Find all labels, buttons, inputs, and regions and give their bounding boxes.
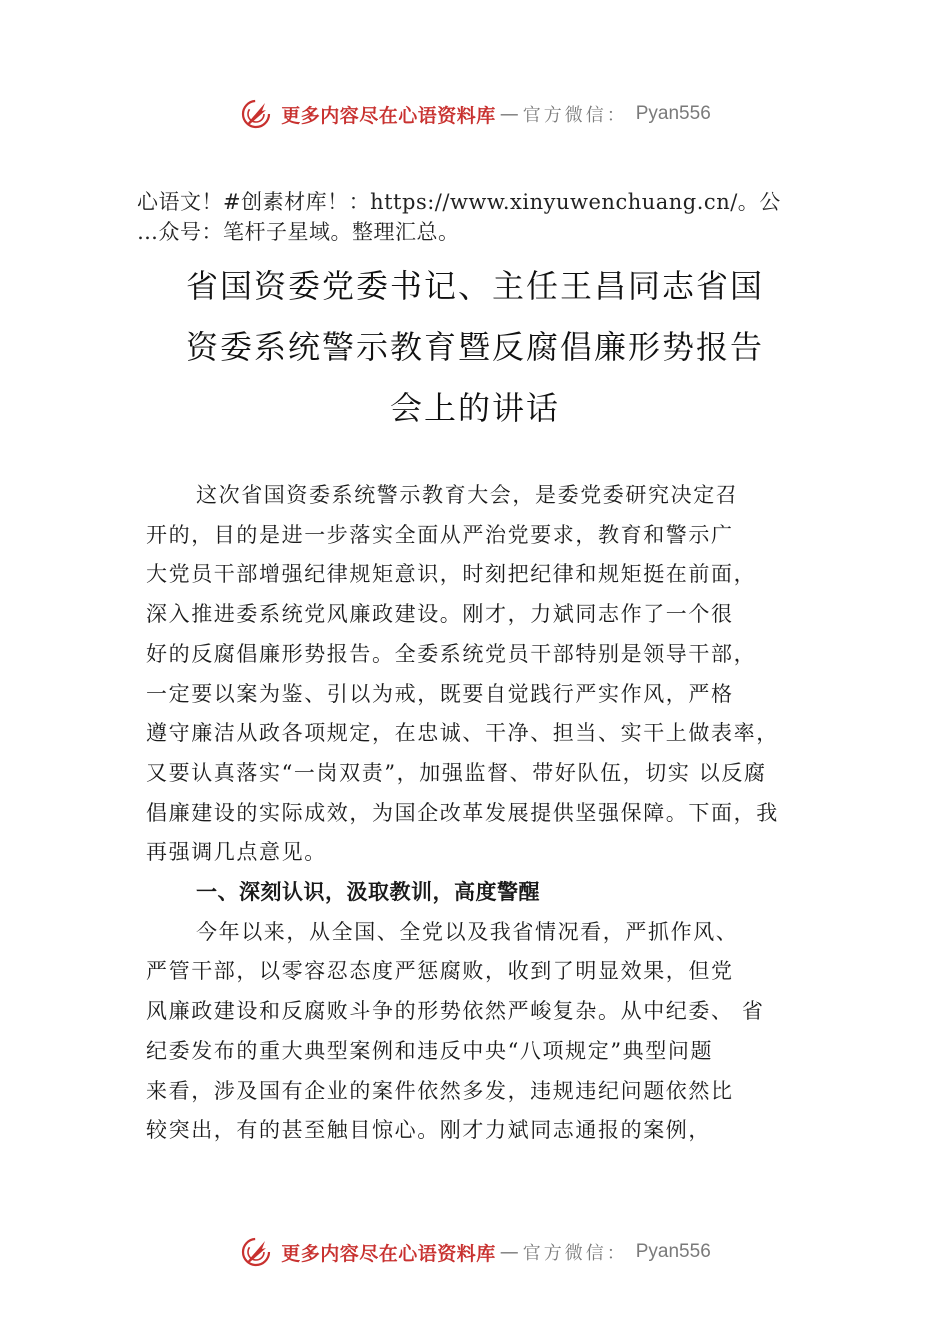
- quill-swirl-logo-icon: [239, 1235, 273, 1269]
- paragraph-1: [146, 476, 856, 873]
- body-line: 纪委发布的重大典型案例和违反中央“八项规定”典型问题: [146, 1038, 714, 1063]
- section-heading: 一、深刻认识，汲取教训，高度警醒: [196, 880, 540, 905]
- banner-wechat-id: Pyan556: [635, 1241, 711, 1262]
- banner-wechat-label: 官方微信：: [522, 1243, 628, 1264]
- source-note-line: 心语文！#创素材库！：https://www.xinyuwenchuang.cn/。公: [137, 190, 781, 214]
- document-body: [146, 476, 856, 1151]
- body-line: 又要认真落实“一岗双责”，加强监督、带好队伍，切实 以反腐: [146, 760, 767, 785]
- quill-swirl-logo-icon: [239, 97, 273, 131]
- header-banner: [0, 94, 950, 134]
- body-line: 好的反腐倡廉形势报告。全委系统党员干部特别是领导干部，: [146, 641, 757, 666]
- banner-wechat-label: 官方微信：: [522, 105, 628, 126]
- body-line: 开的，目的是进一步落实全面从严治党要求，教育和警示广: [146, 522, 734, 547]
- banner-dash: —: [499, 103, 519, 125]
- body-line: 深入推进委系统党风廉政建设。刚才，力斌同志作了一个很: [146, 602, 734, 627]
- banner-dash: —: [499, 1241, 519, 1263]
- body-line: 大党员干部增强纪律规矩意识，时刻把纪律和规矩挺在前面，: [146, 562, 757, 587]
- title-line: 省国资委党委书记、主任王昌同志省国: [185, 267, 764, 305]
- paragraph-2: [146, 913, 856, 1151]
- title-line: 会上的讲话: [389, 389, 560, 427]
- body-line: 这次省国资委系统警示教育大会，是委党委研究决定召: [196, 483, 739, 507]
- footer-banner: [0, 1232, 950, 1272]
- body-line: 风廉政建设和反腐败斗争的形势依然严峻复杂。从中纪委、 省: [146, 999, 765, 1024]
- body-line: 严管干部，以零容忍态度严惩腐败，收到了明显效果，但党: [146, 959, 734, 984]
- banner-red-text: 更多内容尽在心语资料库: [281, 1242, 496, 1265]
- document-title: [100, 256, 850, 439]
- source-note-line: …众号：笔杆子星域。整理汇总。: [137, 220, 460, 244]
- source-note: [137, 187, 849, 247]
- body-line: 来看，涉及国有企业的案件依然多发，违规违纪问题依然比: [146, 1078, 734, 1103]
- title-line: 资委系统警示教育暨反腐倡廉形势报告: [185, 328, 764, 366]
- banner-red-text: 更多内容尽在心语资料库: [281, 104, 496, 127]
- banner-wechat-id: Pyan556: [635, 103, 711, 124]
- body-line: 再强调几点意见。: [146, 840, 327, 865]
- body-line: 一定要以案为鉴、引以为戒，既要自觉践行严实作风，严格: [146, 681, 734, 706]
- body-line: 今年以来，从全国、全党以及我省情况看，严抓作风、: [196, 919, 739, 944]
- body-line: 较突出，有的甚至触目惊心。刚才力斌同志通报的案例，: [146, 1118, 711, 1143]
- body-line: 遵守廉洁从政各项规定，在忠诚、干净、担当、实干上做表率，: [146, 721, 779, 746]
- body-line: 倡廉建设的实际成效，为国企改革发展提供坚强保障。下面，我: [146, 800, 779, 825]
